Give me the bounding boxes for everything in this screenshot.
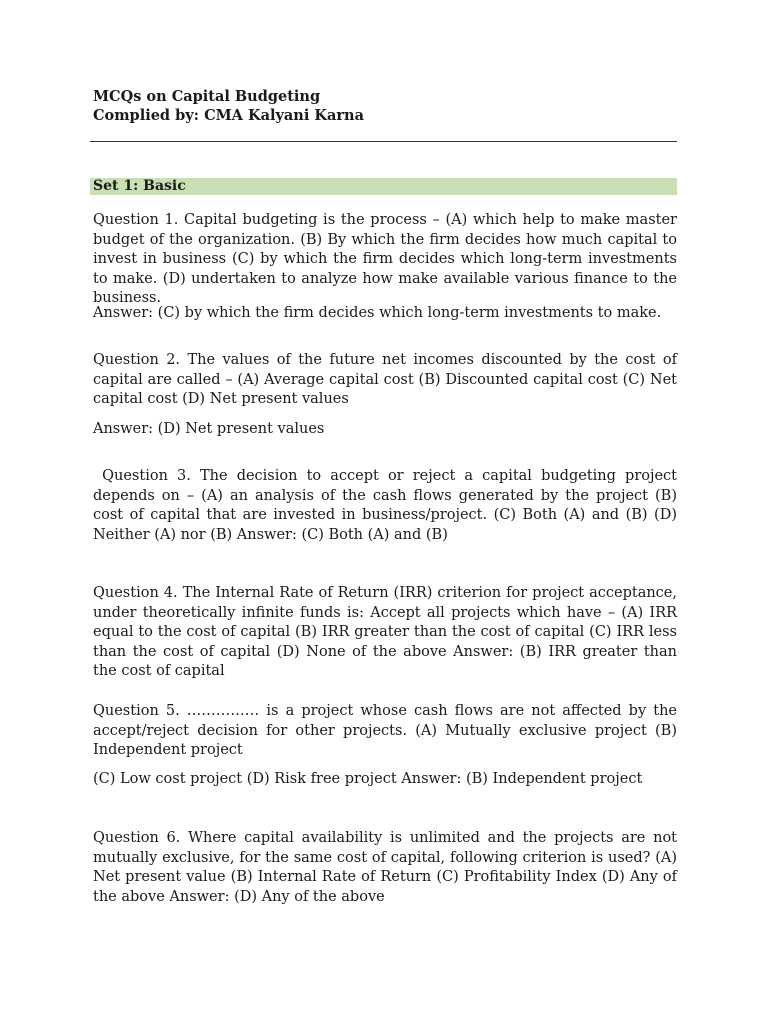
answer-2-paragraph: Answer: (D) Net present values bbox=[93, 421, 325, 437]
question-4-paragraph: Question 4. The Internal Rate of Return (IRR) criterion for project acceptance, under theoretically infinite funds is: Accept all projects which have – (A) IRR equal to the cost of capital (B) IRR greater than the cost of capital (C) IRR less than the cost of capital (D) None of the above Answer: (B) IRR greater than the cost of capital bbox=[93, 585, 677, 679]
question-6-paragraph: Question 6. Where capital availability is unlimited and the projects are not mutually exclusive, for the same cost of capital, following criterion is used? (A) Net present value (B) Internal Rate of Return (C) Profitability Index (D) Any of the above Answer: (D) Any of the above bbox=[93, 830, 677, 905]
section-heading: Set 1: Basic bbox=[90, 178, 677, 195]
header-divider bbox=[90, 141, 677, 142]
question-3-paragraph: Question 3. The decision to accept or reject a capital budgeting project depends on – (A) an analysis of the cash flows generated by the project (B) cost of capital that are invested in business/project. (C) Both (A) and (B) (D) Neither (A) nor (B) Answer: (C) Both (A) and (B) bbox=[93, 468, 682, 543]
document-compiler: Complied by: CMA Kalyani Karna bbox=[93, 107, 364, 124]
document-header bbox=[93, 87, 677, 125]
document-title: MCQs on Capital Budgeting bbox=[93, 88, 321, 105]
answer-1-paragraph: Answer: (C) by which the firm decides which long-term investments to make. bbox=[93, 305, 662, 321]
question-1-paragraph: Question 1. Capital budgeting is the process – (A) which help to make master budget of the organization. (B) By which the firm decides how much capital to invest in business (C) by which the firm decides which long-term investments to make. (D) undertaken to analyze how make available various finance to the business. bbox=[93, 212, 677, 306]
question-5-options-continued: (C) Low cost project (D) Risk free project Answer: (B) Independent project bbox=[93, 771, 643, 787]
question-5-paragraph: Question 5. …………… is a project whose cash flows are not affected by the accept/reject decision for other projects. (A) Mutually exclusive project (B) Independent project bbox=[93, 703, 677, 758]
question-2-paragraph: Question 2. The values of the future net incomes discounted by the cost of capital are called – (A) Average capital cost (B) Discounted capital cost (C) Net capital cost (D) Net present values bbox=[93, 352, 677, 407]
